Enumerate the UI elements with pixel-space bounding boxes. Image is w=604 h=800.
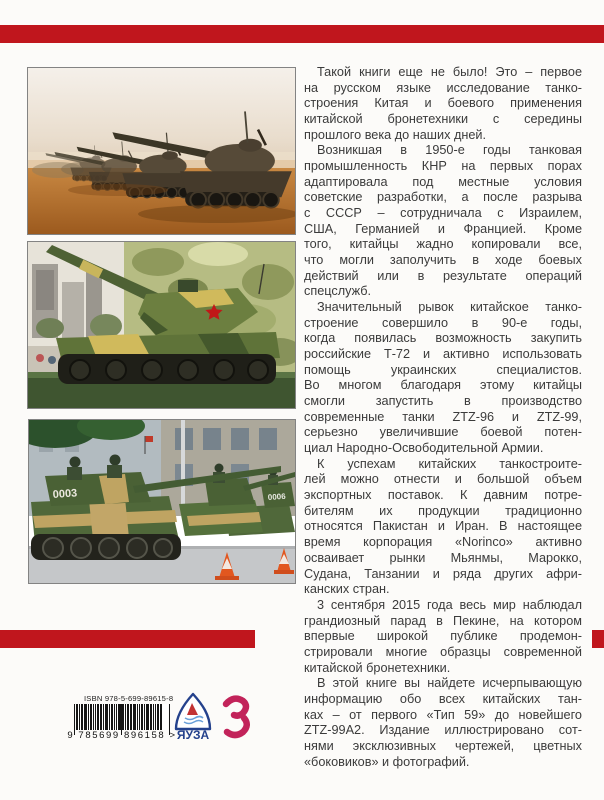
text-line: К успехам китайских танкостроите- [317, 456, 582, 471]
text-line: ZTZ-99A2. Издание иллюстрировано сот- [304, 723, 582, 738]
barcode-bar [116, 704, 117, 730]
paragraph [304, 300, 582, 457]
yauza-publisher-logo [171, 692, 215, 747]
paragraph [304, 676, 582, 770]
text-line: спецслужб. [304, 284, 372, 299]
barcode-bar [150, 704, 152, 730]
back-cover-text [304, 65, 582, 770]
text-line: В этой книге вы найдете исчерпывающую [317, 676, 582, 691]
text-line: китайской бронетехники. [304, 660, 451, 675]
barcode-bar [125, 704, 126, 730]
eksmo-e-icon [219, 694, 251, 740]
barcode-bar [105, 704, 108, 730]
barcode-bar [111, 704, 113, 730]
barcode-bar [144, 704, 145, 730]
text-line: китайской бронетехники с середины [304, 112, 582, 127]
text-line: действий или в результате операций [304, 268, 582, 283]
barcode-bar [155, 704, 156, 730]
text-line: Судана, Танзании и ряда других афри- [304, 566, 582, 581]
parade-illustration [29, 420, 295, 583]
barcode-bar [79, 704, 80, 730]
barcode-bar [160, 704, 162, 730]
text-line: Такой книги еще не было! Это – первое [317, 65, 582, 79]
photo-parade-tanks [28, 419, 296, 584]
text-line: промышленность КНР на первых порах [304, 159, 582, 174]
eksmo-publisher-logo [219, 694, 251, 745]
yauza-logo-text: ЯУЗА [176, 728, 210, 742]
photo-desert-tank-column [27, 67, 296, 235]
barcode-bar [122, 704, 124, 730]
text-line: что могли заполучить в ходе боевых [304, 253, 582, 268]
barcode-bar [157, 704, 159, 730]
barcode-bar [141, 704, 143, 730]
text-line: когда появилась возможность закупить [304, 331, 582, 346]
barcode-bar [88, 704, 89, 730]
parade-number-far: 0006 [267, 491, 286, 502]
paragraph [304, 143, 582, 300]
text-line: смогли запустить в производство [304, 394, 582, 409]
mid-red-stripe-left [0, 630, 255, 648]
text-line: Значительный рывок китайское танко- [317, 300, 582, 315]
text-line: советские разработки, а после разрыва [304, 190, 582, 205]
barcode-bar [84, 704, 87, 730]
barcode-bar [95, 704, 96, 730]
text-line: помощь украинских специалистов. [304, 362, 582, 377]
ztz99-illustration [28, 242, 295, 408]
text-line: серьезно увеличившие боевой потен- [304, 425, 582, 440]
yauza-sail-icon [171, 692, 215, 742]
barcode-bar [137, 704, 138, 730]
text-line: ках – от первого «Тип 59» до новейшего [304, 707, 582, 722]
text-line: время корпорация «Norinco» активно [304, 535, 582, 550]
text-line: Возникшая в 1950-е годы танковая [317, 143, 582, 158]
text-line: лей можно отнести и большой объем [304, 472, 582, 487]
text-line: относятся Пакистан и Иран. В настоящее [304, 519, 582, 534]
isbn-label: ISBN 978-5-699-89615-8 [84, 694, 174, 703]
barcode-bar [103, 704, 104, 730]
text-line: нями эксклюзивных чертежей, цветных [304, 738, 582, 753]
barcode-bars [76, 704, 168, 730]
barcode-bar [90, 704, 92, 730]
parade-number-near: 0003 [52, 487, 78, 501]
top-red-band [0, 25, 604, 43]
barcode-bar [109, 704, 110, 730]
text-line: современные танки ZTZ-96 и ZTZ-99, [304, 409, 582, 424]
barcode-bar [127, 704, 129, 730]
barcode-bar [93, 704, 94, 730]
text-line: бителям их продукции традиционно [304, 503, 582, 518]
text-line: того, китайцы жадно копировали все, [304, 237, 582, 252]
text-line: прошлого века до наших дней. [304, 127, 487, 142]
text-line: канских стран. [304, 582, 390, 597]
barcode-bar [146, 704, 149, 730]
desert-tanks-illustration [28, 68, 295, 234]
barcode-bar [139, 704, 140, 730]
photo-ztz99-display [27, 241, 296, 409]
paragraph [304, 457, 582, 598]
barcode-bar [130, 704, 132, 730]
barcode-bar [100, 704, 102, 730]
text-line: на русском языке исследование танко- [304, 80, 582, 95]
text-line: 3 сентября 2015 года весь мир наблюдал [317, 597, 582, 612]
text-line: Во многом благодаря этому китайцы [304, 378, 582, 393]
text-line: экспортных поставок. К давним потре- [304, 488, 582, 503]
barcode-bar [97, 704, 99, 730]
text-line: российские Т-72 и активно использовать [304, 347, 582, 362]
text-line: циал Народно-Освободительной Армии. [304, 441, 544, 456]
text-line: «боковиков» и фотографий. [304, 754, 470, 769]
text-line: с СССР – сотрудничала с Израилем, [304, 206, 582, 221]
barcode-digits: 9 785699 896158 > [67, 730, 177, 741]
paragraph [304, 598, 582, 676]
text-line: стрировали многие образцы современной [304, 644, 582, 659]
text-line: грандиозный парад в Пекине, на котором [304, 613, 582, 628]
text-line: осваивает рынки Мьянмы, Марокко, [304, 550, 582, 565]
mid-red-stripe-right [592, 630, 604, 648]
barcode-bar [153, 704, 154, 730]
text-line: информацию обо всех китайских тан- [304, 691, 582, 706]
text-line: строение совершило в 90-е годы, [304, 315, 582, 330]
text-line: США, Германией и Францией. Кроме [304, 221, 582, 236]
paragraph [304, 65, 582, 143]
text-line: строения Китая и боевого применения [304, 96, 582, 111]
barcode-bar [133, 704, 136, 730]
barcode-bar [114, 704, 115, 730]
barcode-bar [76, 704, 78, 730]
text-line: впервые широкой публике продемон- [304, 629, 582, 644]
barcode-bar [81, 704, 83, 730]
text-line: адаптировала под местные условия [304, 174, 582, 189]
